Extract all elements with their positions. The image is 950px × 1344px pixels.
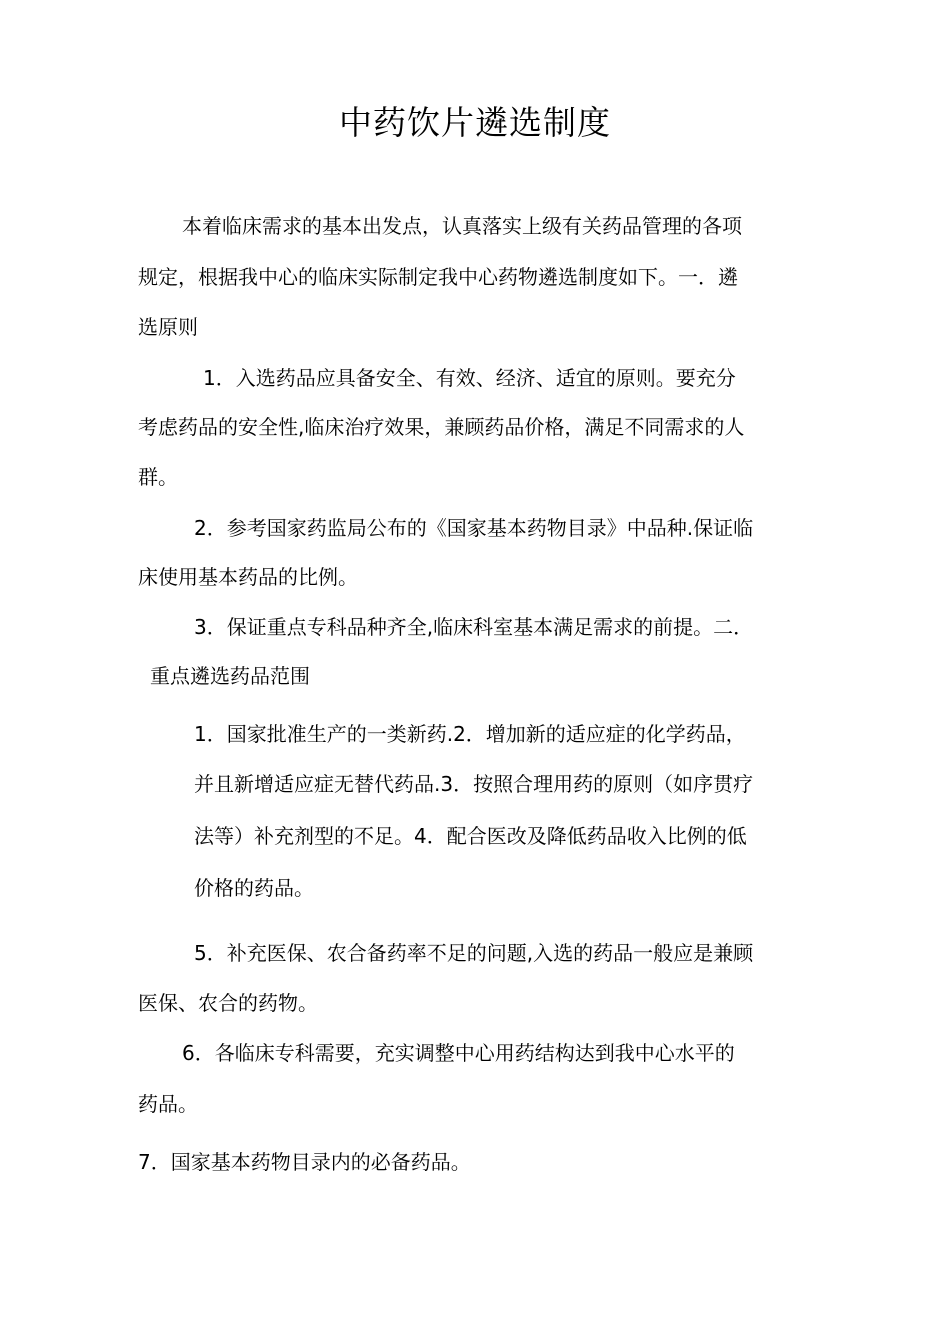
text-line: 法等）补充剂型的不足。4．配合医改及降低药品收入比例的低 [194, 824, 747, 848]
text-line: 3．保证重点专科品种齐全,临床科室基本满足需求的前提。二． [194, 615, 754, 639]
text-line: 选原则 [138, 315, 198, 339]
document-title: 中药饮片遴选制度 [339, 103, 611, 142]
text-line: 2．参考国家药监局公布的《国家基本药物目录》中品种.保证临 [194, 516, 754, 540]
text-line: 群。 [138, 465, 178, 489]
text-line: 药品。 [138, 1092, 198, 1116]
text-line: 1．入选药品应具备安全、有效、经济、适宜的原则。要充分 [203, 366, 736, 390]
text-line: 考虑药品的安全性,临床治疗效果，兼顾药品价格，满足不同需求的人 [138, 415, 745, 439]
text-line: 1．国家批准生产的一类新药.2．增加新的适应症的化学药品， [194, 722, 746, 746]
text-line: 床使用基本药品的比例。 [138, 565, 358, 589]
text-line: 并且新增适应症无替代药品.3．按照合理用药的原则（如序贯疗 [194, 772, 754, 796]
text-line: 医保、农合的药物。 [138, 991, 318, 1015]
text-line: 重点遴选药品范围 [150, 664, 310, 688]
text-line: 5．补充医保、农合备药率不足的问题,入选的药品一般应是兼顾 [194, 941, 754, 965]
text-line: 规定，根据我中心的临床实际制定我中心药物遴选制度如下。一．遴 [138, 265, 738, 289]
text-line: 7．国家基本药物目录内的必备药品。 [138, 1150, 471, 1174]
text-line: 本着临床需求的基本出发点，认真落实上级有关药品管理的各项 [182, 214, 742, 238]
text-line: 6．各临床专科需要，充实调整中心用药结构达到我中心水平的 [182, 1041, 735, 1065]
text-line: 价格的药品。 [194, 876, 314, 900]
